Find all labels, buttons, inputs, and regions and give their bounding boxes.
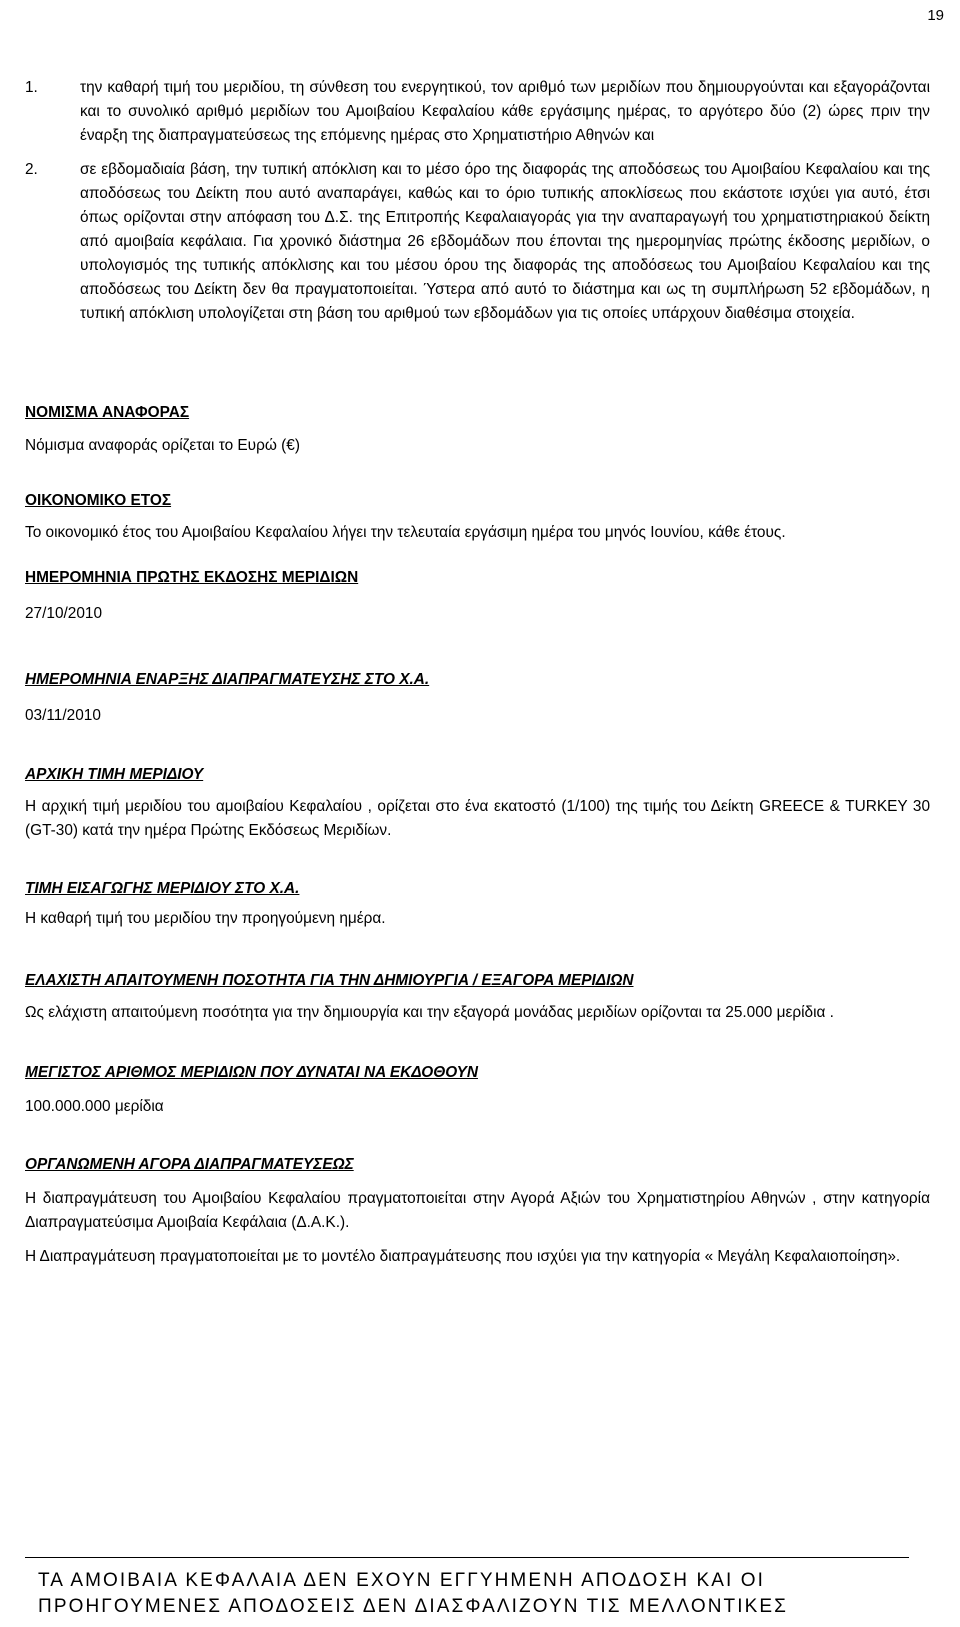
footer-line-2: ΠΡΟΗΓΟΥΜΕΝΕΣ ΑΠΟΔΟΣΕΙΣ ΔΕΝ ΔΙΑΣΦΑΛΙΖΟΥΝ ΤΙΣ ΜΕΛΛΟΝΤΙΚΕΣ: [38, 1596, 789, 1617]
section-heading-listing-price: ΤΙΜΗ ΕΙΣΑΓΩΓΗΣ ΜΕΡΙΔΙΟΥ ΣΤΟ Χ.Α.: [25, 880, 300, 897]
section-text-first-issue: 27/10/2010: [25, 605, 103, 622]
section-text-fiscal-year: Το οικονομικό έτος του Αμοιβαίου Κεφαλαίου λήγει την τελευταία εργάσιμη ημέρα του μηνός Ιουνίου, κάθε έτους.: [25, 524, 786, 541]
section-heading-first-issue: ΗΜΕΡΟΜΗΝΙΑ ΠΡΩΤΗΣ ΕΚΔΟΣΗΣ ΜΕΡΙΔΙΩΝ: [25, 569, 359, 586]
list-item-number: 2.: [25, 161, 38, 178]
list-item: [25, 158, 930, 326]
section-heading-initial-price: ΑΡΧΙΚΗ ΤΙΜΗ ΜΕΡΙΔΙΟΥ: [25, 766, 204, 783]
section-heading-trading-start: ΗΜΕΡΟΜΗΝΙΑ ΕΝΑΡΞΗΣ ΔΙΑΠΡΑΓΜΑΤΕΥΣΗΣ ΣΤΟ Χ.Α.: [25, 671, 430, 688]
section-text-max-units: 100.000.000 μερίδια: [25, 1098, 164, 1115]
list-item-text: την καθαρή τιμή του μεριδίου, τη σύνθεση του ενεργητικού, τον αριθμό των μεριδίων που δημιουργούνται και εξαγοράζονται και το συνολικό αριθμό μεριδίων του Αμοιβαίου Κεφαλαίου κάθε εργάσιμης ημέρας, το αργότερο δύο (2) ώρες πριν την έναρξη της διαπραγματεύσεως της επόμενης ημέρας στο Χρηματιστήριο Αθηνών και: [80, 79, 930, 144]
section-text-trading-start: 03/11/2010: [25, 707, 101, 724]
section-heading-fiscal-year: ΟΙΚΟΝΟΜΙΚΟ ΕΤΟΣ: [25, 492, 172, 509]
footer-disclaimer: [38, 1568, 918, 1620]
document-body: [25, 76, 930, 1269]
footer-divider: [25, 1557, 909, 1558]
list-item-text: σε εβδομαδιαία βάση, την τυπική απόκλιση και το μέσο όρο της διαφοράς της αποδόσεως του Αμοιβαίου Κεφαλαίου και της αποδόσεως του Δείκτη που αυτό αναπαράγει, καθώς και το όριο τυπικής αποκλίσεως που εκάστοτε ισχύει για αυτό, έτσι όπως ορίζονται στην απόφαση του Δ.Σ. της Επιτροπής Κεφαλαιαγοράς για την αναπαραγωγή του χρηματιστηριακού δείκτη από αμοιβαία κεφάλαια. Για χρονικό διάστημα 26 εβδομάδων που έπονται της ημερομηνίας πρώτης έκδοσης μεριδίων, ο υπολογισμός της τυπικής απόκλισης και του μέσου όρου της διαφοράς της αποδόσεως του Αμοιβαίου Κεφαλαίου και της αποδόσεως του Δείκτη δεν θα πραγματοποιείται. Ύστερα από αυτό το διάστημα και ως τη συμπλήρωση 52 εβδομάδων, η τυπική απόκλιση υπολογίζεται στη βάση του αριθμού των εβδομάδων για τις οποίες υπάρχουν διαθέσιμα στοιχεία.: [80, 161, 930, 322]
list-item-number: 1.: [25, 79, 38, 96]
page-number: 19: [927, 7, 944, 24]
section-text-min-quantity: Ως ελάχιστη απαιτούμενη ποσότητα για την δημιουργία και την εξαγορά μονάδας μεριδίων ορίζονται τα 25.000 μερίδια .: [25, 1004, 834, 1021]
section-heading-max-units: ΜΕΓΙΣΤΟΣ ΑΡΙΘΜΟΣ ΜΕΡΙΔΙΩΝ ΠΟΥ ΔΥΝΑΤΑΙ ΝΑ ΕΚΔΟΘΟΥΝ: [25, 1064, 478, 1081]
section-text-currency: Νόμισμα αναφοράς ορίζεται το Ευρώ (€): [25, 437, 300, 454]
footer-line-1: ΤΑ ΑΜΟΙΒΑΙΑ ΚΕΦΑΛΑΙΑ ΔΕΝ ΕΧΟΥΝ ΕΓΓΥΗΜΕΝΗ ΑΠΟΔΟΣΗ ΚΑΙ ΟΙ: [38, 1570, 766, 1591]
section-heading-min-quantity: ΕΛΑΧΙΣΤΗ ΑΠΑΙΤΟΥΜΕΝΗ ΠΟΣΟΤΗΤΑ ΓΙΑ ΤΗΝ ΔΗΜΙΟΥΡΓΙΑ / ΕΞΑΓΟΡΑ ΜΕΡΙΔΙΩΝ: [25, 972, 634, 989]
list-item: [25, 76, 930, 148]
section-text-organized-market-1: Η διαπραγμάτευση του Αμοιβαίου Κεφαλαίου πραγματοποιείται στην Αγορά Αξιών του Χρηματιστηρίου Αθηνών , στην κατηγορία Διαπραγματεύσιμα Αμοιβαία Κεφάλαια (Δ.Α.Κ.).: [25, 1190, 930, 1231]
section-text-listing-price: Η καθαρή τιμή του μεριδίου την προηγούμενη ημέρα.: [25, 910, 386, 927]
section-heading-currency: ΝΟΜΙΣΜΑ ΑΝΑΦΟΡΑΣ: [25, 404, 190, 421]
section-text-initial-price: Η αρχική τιμή μεριδίου του αμοιβαίου Κεφαλαίου , ορίζεται στο ένα εκατοστό (1/100) της τιμής του Δείκτη GREECE & TURKEY 30 (GT-30) κατά την ημέρα Πρώτης Εκδόσεως Μεριδίων.: [25, 798, 930, 839]
section-heading-organized-market: ΟΡΓΑΝΩΜΕΝΗ ΑΓΟΡΑ ΔΙΑΠΡΑΓΜΑΤΕΥΣΕΩΣ: [25, 1156, 354, 1173]
section-text-organized-market-2: Η Διαπραγμάτευση πραγματοποιείται με το μοντέλο διαπραγμάτευσης που ισχύει για την κατηγορία « Μεγάλη Κεφαλαιοποίηση».: [25, 1248, 901, 1265]
